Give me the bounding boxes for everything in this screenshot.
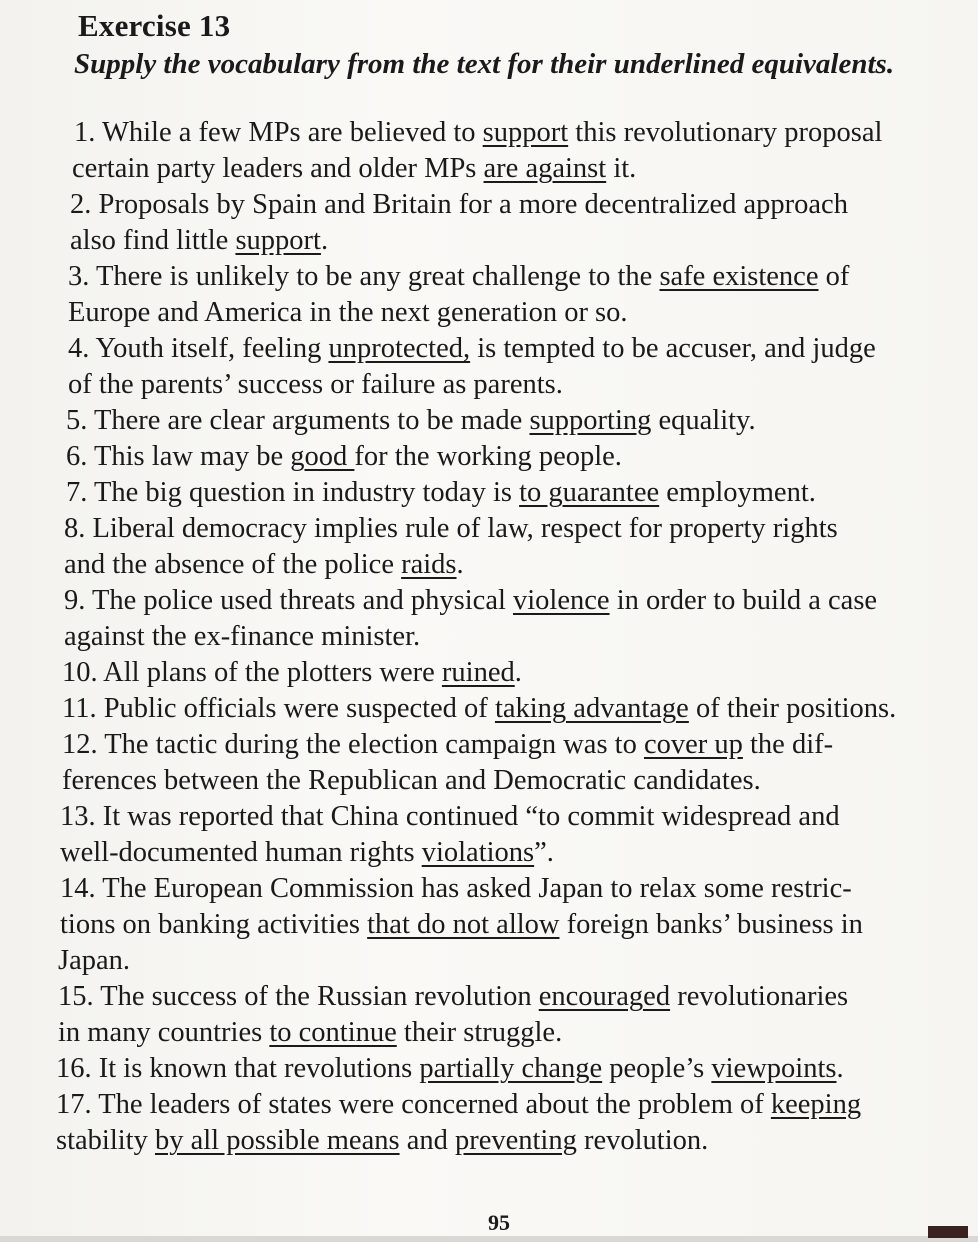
underlined-term: are against bbox=[483, 153, 607, 184]
text-segment: Japan. bbox=[58, 945, 131, 976]
text-segment: tions on banking activities bbox=[60, 909, 368, 940]
text-segment: also find little bbox=[70, 225, 236, 256]
text-line bbox=[58, 980, 848, 1014]
text-segment: revolution. bbox=[576, 1125, 709, 1156]
text-segment: people’s bbox=[602, 1053, 712, 1084]
text-segment: . bbox=[836, 1053, 844, 1084]
text-segment: ferences between the Republican and Democratic candidates. bbox=[62, 765, 761, 796]
text-segment: . bbox=[456, 549, 464, 580]
text-line bbox=[60, 908, 863, 942]
text-segment: employment. bbox=[659, 477, 816, 508]
exercise-instruction: Supply the vocabulary from the text for their underlined equivalents. bbox=[74, 48, 895, 80]
text-line bbox=[62, 692, 896, 726]
text-line bbox=[56, 1052, 844, 1086]
text-segment: 1. While a few MPs are believed to bbox=[74, 117, 483, 148]
text-line bbox=[66, 404, 756, 438]
text-segment: . bbox=[320, 225, 329, 256]
underlined-term: violations bbox=[421, 837, 535, 868]
text-line bbox=[58, 1016, 562, 1050]
text-segment: 5. There are clear arguments to be made bbox=[66, 405, 530, 436]
underlined-term: partially change bbox=[419, 1053, 603, 1084]
underlined-term: viewpoints bbox=[711, 1053, 837, 1084]
underlined-term: preventing bbox=[454, 1125, 577, 1156]
underlined-term: raids bbox=[401, 549, 457, 580]
text-segment: this revolutionary proposal bbox=[568, 117, 883, 148]
underlined-term: support bbox=[482, 117, 569, 148]
text-segment: 12. The tactic during the election campaign was to bbox=[62, 729, 644, 760]
text-segment: in many countries bbox=[58, 1017, 270, 1048]
text-line bbox=[60, 872, 852, 906]
underlined-term: ruined bbox=[441, 657, 515, 688]
text-segment: 14. The European Commission has asked Japan to relax some restric- bbox=[60, 873, 852, 904]
text-segment: 4. Youth itself, feeling bbox=[68, 333, 329, 364]
text-segment: and the absence of the police bbox=[64, 549, 402, 580]
text-segment: foreign banks’ business in bbox=[559, 909, 863, 940]
text-line bbox=[68, 368, 563, 402]
text-segment: 3. There is unlikely to be any great challenge to the bbox=[68, 261, 660, 292]
text-segment: . bbox=[514, 657, 522, 688]
text-segment: it. bbox=[606, 153, 637, 184]
underlined-term: unprotected, bbox=[328, 333, 471, 364]
text-segment: revolutionaries bbox=[670, 981, 849, 1012]
text-segment: the dif- bbox=[742, 729, 834, 760]
underlined-term: taking advantage bbox=[494, 693, 689, 724]
text-line bbox=[66, 440, 622, 474]
text-segment: 6. This law may be bbox=[66, 441, 291, 472]
text-line bbox=[56, 1088, 861, 1122]
underlined-term: to guarantee bbox=[519, 477, 660, 508]
text-segment: 16. It is known that revolutions bbox=[56, 1053, 420, 1084]
corner-mark bbox=[928, 1226, 968, 1238]
underlined-term: supporting bbox=[529, 405, 652, 436]
underlined-term: that do not allow bbox=[367, 909, 560, 940]
text-line bbox=[62, 764, 761, 798]
text-segment: 9. The police used threats and physical bbox=[64, 585, 514, 616]
underlined-term: keeping bbox=[770, 1089, 862, 1120]
text-line bbox=[70, 224, 328, 258]
text-segment: equality. bbox=[651, 405, 756, 436]
text-segment: 2. Proposals by Spain and Britain for a more decentralized approach bbox=[70, 189, 848, 220]
text-segment: of their positions. bbox=[688, 693, 897, 724]
text-segment: of the parents’ success or failure as parents. bbox=[68, 369, 563, 400]
text-segment: 8. Liberal democracy implies rule of law, respect for property rights bbox=[64, 513, 838, 544]
text-segment: 11. Public officials were suspected of bbox=[62, 693, 495, 724]
text-segment: against the ex-finance minister. bbox=[64, 621, 421, 652]
text-segment: Europe and America in the next generation or so. bbox=[68, 297, 628, 328]
text-line bbox=[62, 656, 522, 690]
underlined-term: cover up bbox=[643, 729, 743, 760]
text-line bbox=[60, 836, 554, 870]
text-segment: 15. The success of the Russian revolution bbox=[58, 981, 539, 1012]
text-line bbox=[64, 584, 877, 618]
page-bottom-edge bbox=[0, 1236, 978, 1242]
text-segment: for the working people. bbox=[354, 441, 622, 472]
text-line bbox=[62, 728, 833, 762]
underlined-term: encouraged bbox=[538, 981, 671, 1012]
underlined-term: safe existence bbox=[659, 261, 819, 292]
text-segment: certain party leaders and older MPs bbox=[72, 153, 484, 184]
text-line bbox=[60, 800, 840, 834]
text-line bbox=[68, 260, 849, 294]
text-line bbox=[58, 944, 130, 978]
text-line bbox=[74, 116, 882, 150]
text-segment: 17. The leaders of states were concerned about the problem of bbox=[56, 1089, 771, 1120]
underlined-term: good bbox=[290, 441, 355, 472]
text-segment: 13. It was reported that China continued “to commit widespread and bbox=[60, 801, 840, 832]
text-segment: and bbox=[399, 1125, 455, 1156]
underlined-term: by all possible means bbox=[154, 1125, 400, 1156]
text-line bbox=[68, 296, 628, 330]
page-number: 95 bbox=[488, 1210, 510, 1235]
text-line bbox=[64, 620, 420, 654]
text-segment: ”. bbox=[534, 837, 554, 868]
text-line bbox=[66, 476, 816, 510]
text-segment: 10. All plans of the plotters were bbox=[62, 657, 442, 688]
text-line bbox=[56, 1124, 708, 1158]
underlined-term: violence bbox=[513, 585, 610, 616]
text-segment: well-documented human rights bbox=[60, 837, 422, 868]
text-segment: is tempted to be accuser, and judge bbox=[470, 333, 876, 364]
text-segment: 7. The big question in industry today is bbox=[66, 477, 520, 508]
exercise-title: Exercise 13 bbox=[78, 8, 231, 43]
text-segment: stability bbox=[56, 1125, 155, 1156]
underlined-term: support bbox=[235, 225, 321, 256]
text-line bbox=[68, 332, 876, 366]
text-line bbox=[64, 512, 838, 546]
text-line bbox=[70, 188, 848, 222]
text-segment: in order to build a case bbox=[609, 585, 878, 616]
text-segment: of bbox=[818, 261, 850, 292]
text-line bbox=[72, 152, 636, 186]
text-line bbox=[64, 548, 464, 582]
underlined-term: to continue bbox=[269, 1017, 397, 1048]
text-segment: their struggle. bbox=[396, 1017, 563, 1048]
